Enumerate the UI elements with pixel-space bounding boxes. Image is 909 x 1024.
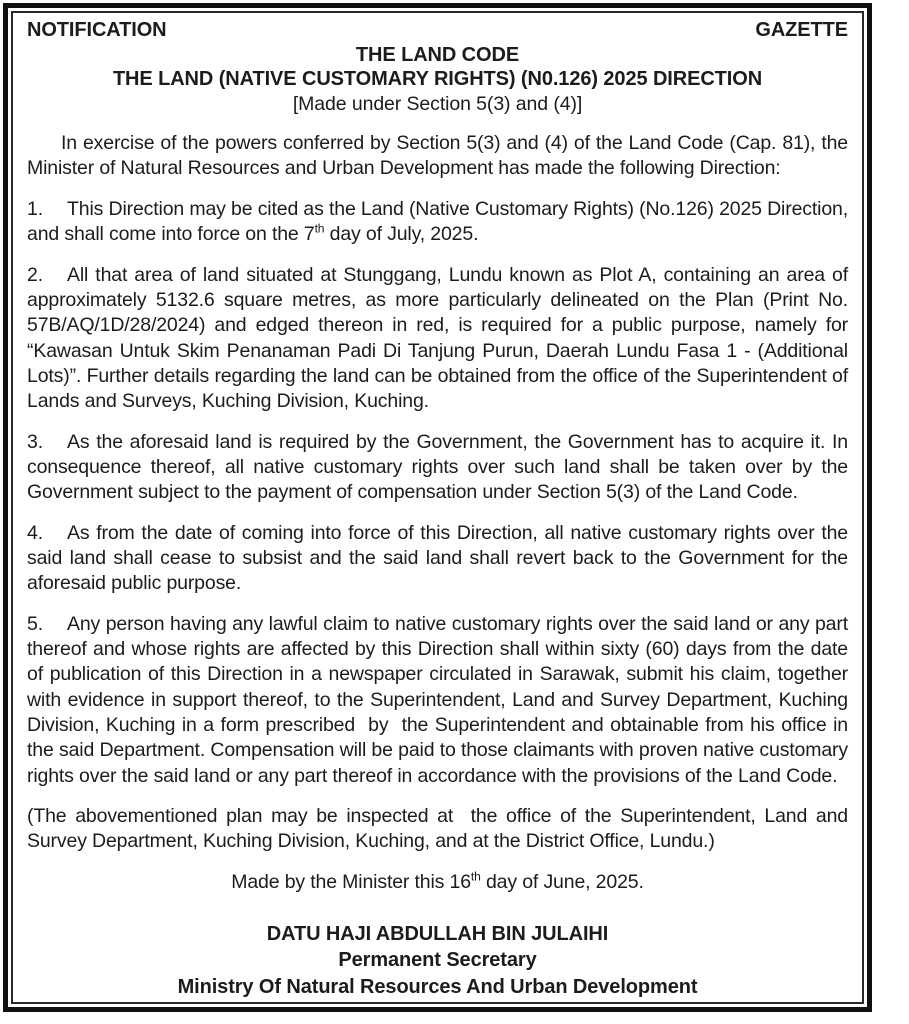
signatory-name: DATU HAJI ABDULLAH BIN JULAIHI: [266, 923, 609, 946]
signatory-ministry: Ministry Of Natural Resources And Urban Development: [177, 975, 698, 998]
paragraph-1: [27, 197, 854, 248]
paragraph-text: (The abovementioned plan may be inspected at the office of the Superintendent, Land and Survey Department, Kuching Division, Kuching, and at the District Office, Lundu.): [27, 805, 854, 853]
masthead-notification-label: NOTIFICATION: [27, 19, 167, 41]
paragraph-text: day of June, 2025.: [480, 870, 644, 893]
ordinal-superscript: th: [314, 221, 325, 236]
paragraph-text: Made by the Minister this 16: [231, 870, 471, 893]
paragraph-number: 2.: [27, 263, 43, 286]
paragraph-number: 4.: [27, 521, 43, 544]
signatory-title: Permanent Secretary: [338, 949, 537, 972]
document: [11, 11, 864, 1004]
paragraph-number: 1.: [27, 197, 43, 220]
masthead: [27, 18, 848, 43]
document-outer-border: [3, 3, 872, 1012]
paragraph-3: [27, 430, 854, 506]
document-title-line1: THE LAND CODE: [355, 44, 520, 66]
masthead-gazette-label: GAZETTE: [755, 19, 848, 41]
document-title-line2: THE LAND (NATIVE CUSTOMARY RIGHTS) (N0.126) 2025 DIRECTION: [112, 68, 763, 91]
paragraph-4: [27, 521, 854, 597]
paragraph-2: [27, 263, 854, 415]
paragraph-text: As from the date of coming into force of this Direction, all native customary rights over the said land shall cease to subsist and the said land shall revert back to the Government for the aforesaid public purpose.: [27, 521, 854, 595]
paragraph-text: Any person having any lawful claim to native customary rights over the said land or any part thereof and whose rights are affected by this Direction shall within sixty (60) days from the date of publication of this Direction in a newspaper circulated in Sarawak, submit his claim, together with evidence in support thereof, to the Superintendent, Land and Survey Department, Kuching Division, Kuching in a form prescribed by the Superintendent and obtainable from his office in the said Department. Compensation will be paid to those claimants with proven native customary rights over the said land or any part thereof in accordance with the provisions of the Land Code.: [27, 612, 854, 787]
paragraph-number: 5.: [27, 612, 43, 635]
intro-paragraph: [27, 131, 854, 182]
paragraph-number: 3.: [27, 430, 43, 453]
paragraph-text: day of July, 2025.: [324, 223, 479, 246]
paragraph-text: This Direction may be cited as the Land (Native Customary Rights) (No.126) 2025 Direction, and shall come into force on the 7: [27, 197, 854, 246]
centered-paragraph: [27, 870, 848, 895]
document-body: [27, 131, 854, 895]
signature-block: [27, 921, 848, 1000]
document-subtitle: [Made under Section 5(3) and (4)]: [292, 92, 583, 115]
paragraph-text: All that area of land situated at Stunggang, Lundu known as Plot A, containing an area of approximately 5132.6 square metres, as more particularly delineated on the Plan (Print No. 57B/AQ/1D/28/2024) and edged thereon in red, is required for a public purpose, namely for “Kawasan Untuk Skim Penanaman Padi Di Tanjung Purun, Daerah Lundu Fasa 1 - (Additional Lots)”. Further details regarding the land can be obtained from the office of the Superintendent of Lands and Surveys, Kuching Division, Kuching.: [27, 263, 854, 413]
paragraph-text: As the aforesaid land is required by the Government, the Government has to acquire it. In consequence thereof, all native customary rights over such land shall be taken over by the Government subject to the payment of compensation under Section 5(3) of the Land Code.: [27, 430, 854, 504]
paragraph-5: [27, 612, 854, 789]
ordinal-superscript: th: [470, 869, 481, 884]
paragraph-text: In exercise of the powers conferred by Section 5(3) and (4) of the Land Code (Cap. 81), the Minister of Natural Resources and Urban Development has made the following Direction:: [27, 132, 854, 180]
plain-paragraph: [27, 804, 854, 855]
